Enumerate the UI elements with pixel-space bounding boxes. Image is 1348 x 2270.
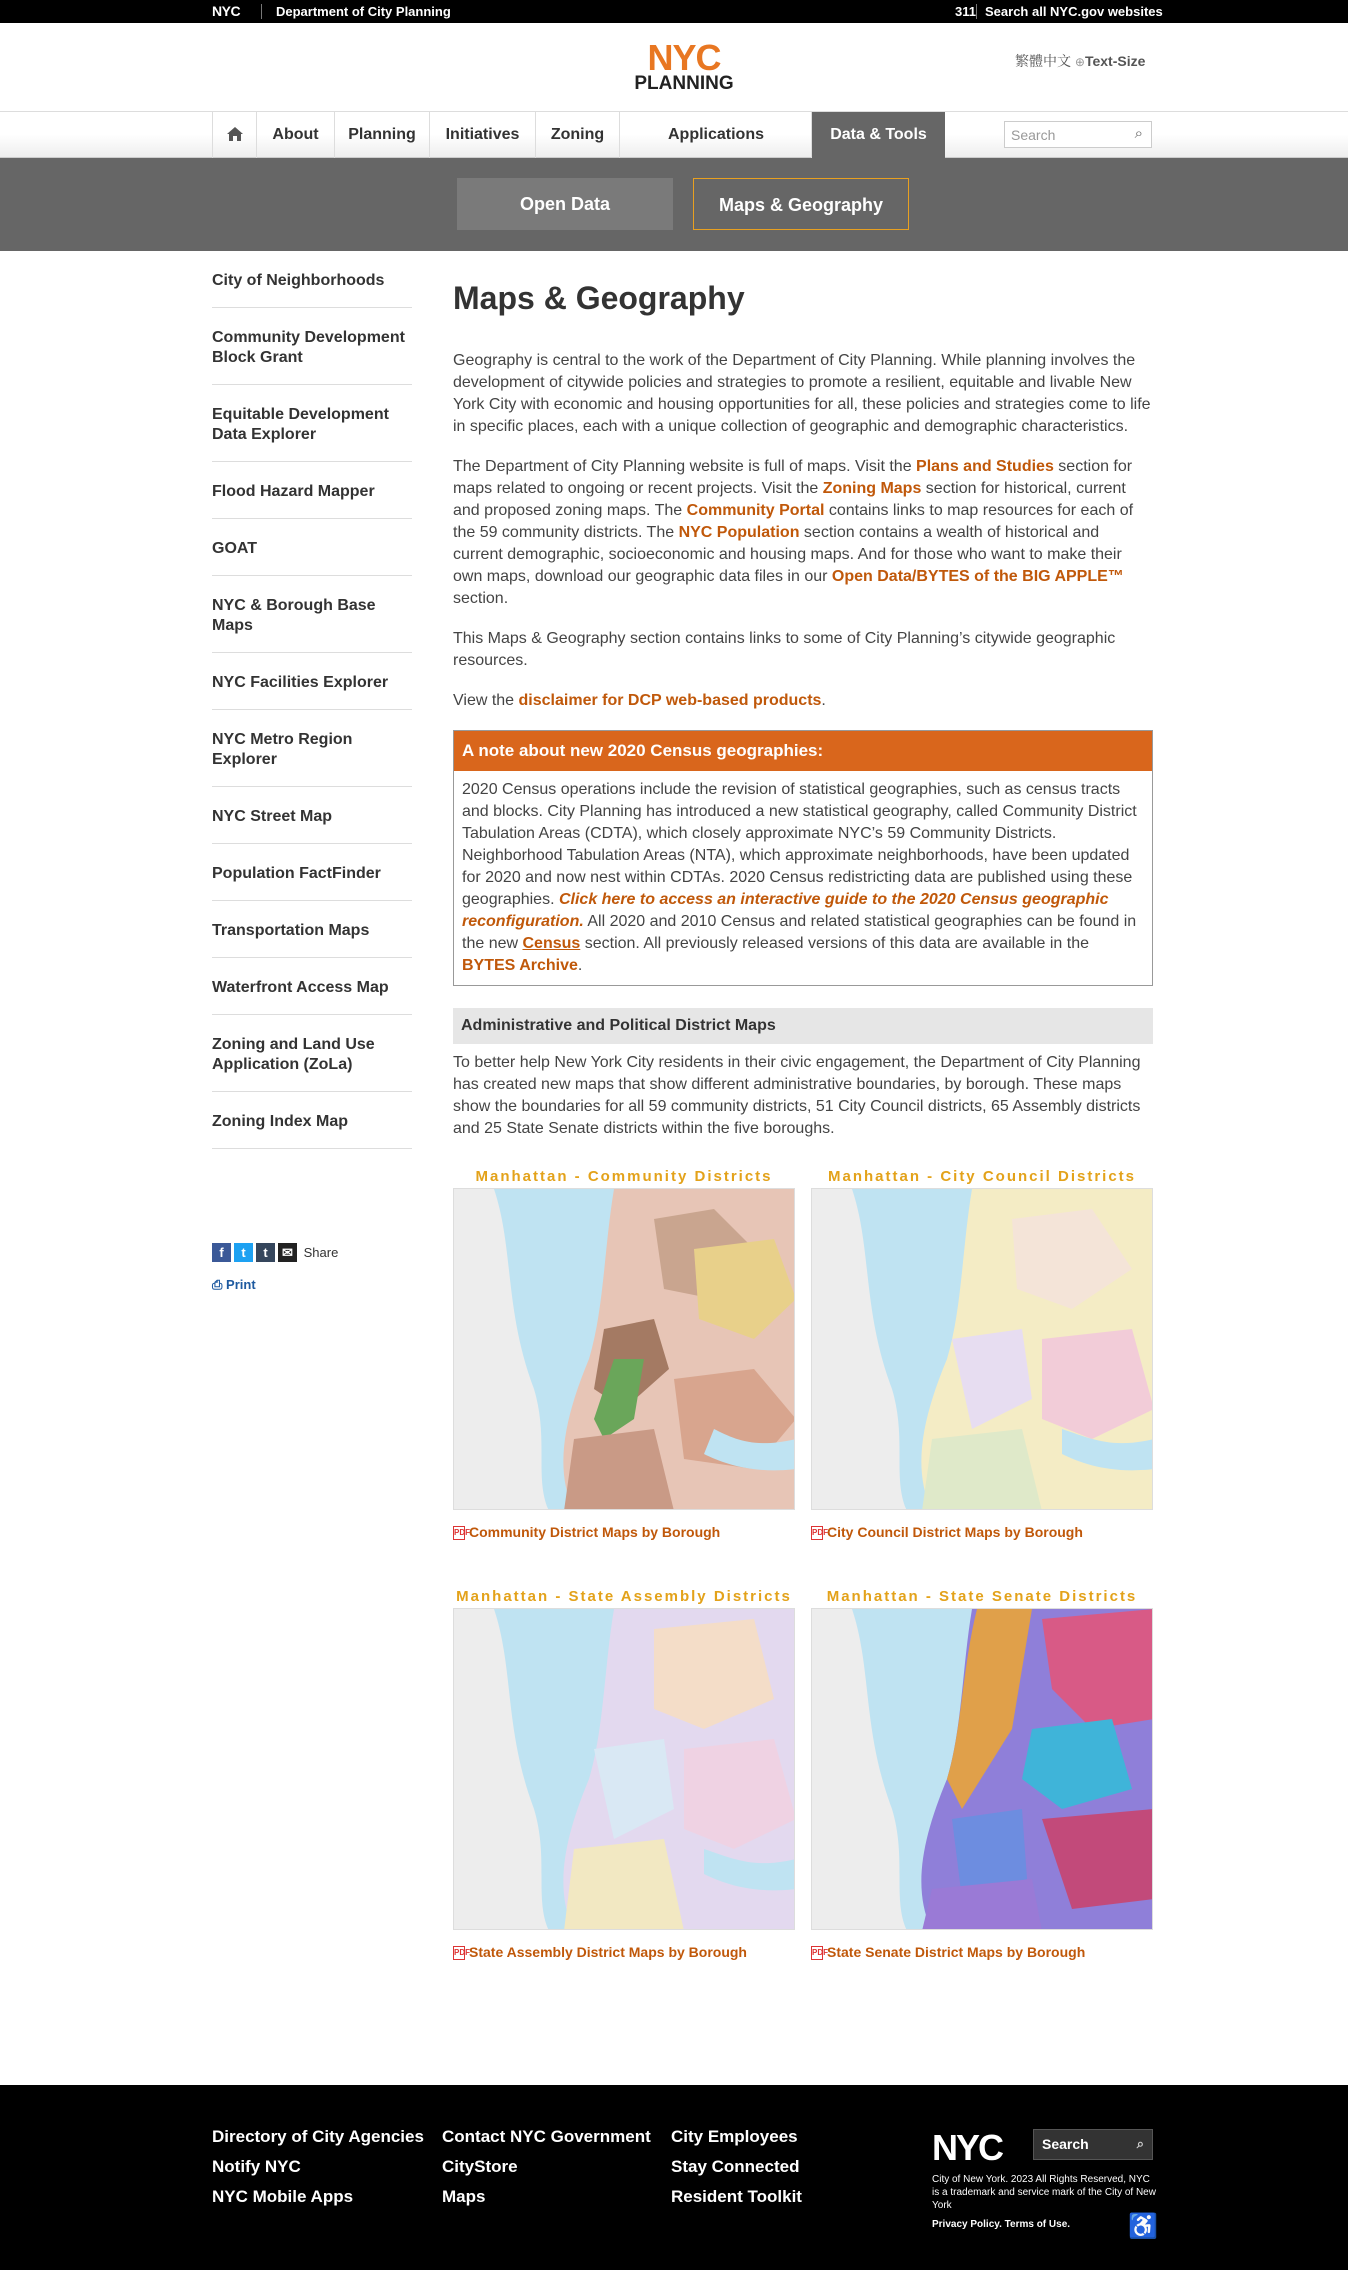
footer-link-contact[interactable]: Contact NYC Government <box>442 2127 651 2146</box>
community-portal-link[interactable]: Community Portal <box>686 502 825 519</box>
search-icon[interactable]: ⌕ <box>1136 2136 1144 2151</box>
twitter-icon[interactable]: t <box>234 1243 253 1262</box>
section-paragraph: This Maps & Geography section contains links to some of City Planning’s citywide geographic resources. <box>453 630 1116 669</box>
text: section for historical, current and proposed zoning maps. The <box>453 480 1126 519</box>
disclaimer-link[interactable]: disclaimer for DCP web-based products <box>518 692 822 709</box>
copyright-text: City of New York. 2023 All Rights Reserved, NYC is a trademark and service mark of the City of New York <box>932 2174 1156 2211</box>
footer-link-agencies[interactable]: Directory of City Agencies <box>212 2127 424 2146</box>
text: section. <box>453 590 509 607</box>
state-senate-district-maps-link[interactable] <box>811 1944 1153 1960</box>
nyc-logo[interactable]: NYC <box>212 3 241 19</box>
link-label: City Council District Maps by Borough <box>827 1524 1083 1540</box>
text: All 2020 and 2010 Census and related statistical geographies can be found in the new <box>462 913 1137 952</box>
share-label[interactable]: Share <box>303 1245 339 1260</box>
maps-geography-button[interactable]: Maps & Geography <box>693 178 909 230</box>
admin-districts-heading: Administrative and Political District Maps <box>453 1008 1153 1044</box>
maps-paragraph <box>453 456 1153 610</box>
text: 2020 Census operations include the revision of statistical geographies, such as census tracts and blocks. City Planning has introduced a new statistical geography, called Community District Tabulation Areas (CDTA), which closely approximate NYC’s 59 Community Districts. Neighborhood Tabulation Areas (NTA), which approximate neighborhoods, have been updated for 2020 and now nest within CDTAs. 2020 Census redistricting data are published using these geographies. <box>462 781 1137 908</box>
text: section for maps related to ongoing or recent projects. Visit the <box>453 458 1133 497</box>
print-label: Print <box>226 1277 256 1292</box>
nav-applications <box>619 112 811 158</box>
city-council-district-maps-link[interactable] <box>811 1524 1153 1540</box>
link-label: State Assembly District Maps by Borough <box>469 1944 747 1960</box>
divider <box>261 4 262 19</box>
map-card-state-senate-districts <box>811 1588 1153 1960</box>
top-bar <box>0 0 1348 23</box>
department-link[interactable]: Department of City Planning <box>276 4 451 19</box>
nav-initiatives[interactable]: Initiatives <box>429 112 535 158</box>
text: section. All previously released versions of this data are available in the <box>580 935 1090 952</box>
admin-districts-paragraph: To better help New York City residents in their civic engagement, the Department of City Planning has created new maps that show different administrative boundaries, by borough. These maps show the boundaries for all 59 community districts, 51 City Council districts, 65 Assembly districts and 25 State Senate districts within the five boroughs. <box>453 1054 1141 1137</box>
sidebar-item-waterfront-access-map[interactable]: Waterfront Access Map <box>212 958 412 1015</box>
search-input[interactable] <box>1004 121 1152 148</box>
site-footer <box>0 2085 1348 2270</box>
state-senate-districts-map-image[interactable] <box>811 1608 1153 1930</box>
nav-about[interactable]: About <box>256 112 334 158</box>
bytes-archive-link[interactable]: BYTES Archive <box>462 957 578 974</box>
plans-studies-link[interactable]: Plans and Studies <box>916 458 1054 475</box>
facebook-icon[interactable]: f <box>212 1243 231 1262</box>
language-tools <box>1015 51 1145 71</box>
footer-search-input[interactable] <box>1033 2129 1153 2160</box>
search-placeholder: Search <box>1011 127 1056 143</box>
link-311[interactable]: 311 <box>955 4 976 19</box>
logo-nyc-text: NYC <box>647 37 721 78</box>
text: The Department of City Planning website is full of maps. Visit the <box>453 458 917 475</box>
sub-nav <box>0 158 1348 251</box>
state-assembly-districts-map-image[interactable] <box>453 1608 795 1930</box>
text: . <box>821 692 826 709</box>
text-size-link[interactable]: Text-Size <box>1084 53 1146 69</box>
map-title: Manhattan - State Assembly Districts <box>456 1588 792 1605</box>
home-icon <box>226 115 244 161</box>
footer-link-mobile-apps[interactable]: NYC Mobile Apps <box>212 2187 354 2206</box>
footer-link-resident-toolkit[interactable]: Resident Toolkit <box>671 2187 802 2206</box>
open-data-bytes-link[interactable]: Open Data/BYTES of the BIG APPLE™ <box>831 568 1124 585</box>
map-title: Manhattan - State Senate Districts <box>826 1588 1138 1605</box>
sidebar-item-city-of-neighborhoods[interactable]: City of Neighborhoods <box>212 251 412 308</box>
sidebar-item-zola[interactable]: Zoning and Land Use Application (ZoLa) <box>212 1015 412 1092</box>
share-bar <box>212 1243 338 1262</box>
sidebar-item-population-factfinder[interactable]: Population FactFinder <box>212 844 412 901</box>
nav-zoning[interactable]: Zoning <box>535 112 619 158</box>
footer-link-stay-connected[interactable]: Stay Connected <box>671 2157 800 2176</box>
tumblr-icon[interactable]: t <box>256 1243 275 1262</box>
nav-planning[interactable]: Planning <box>334 112 429 158</box>
sidebar <box>212 251 412 1149</box>
sidebar-item-transportation-maps[interactable]: Transportation Maps <box>212 901 412 958</box>
footer-link-notify[interactable]: Notify NYC <box>212 2157 301 2176</box>
map-card-state-assembly-districts <box>453 1588 795 1960</box>
accessibility-icon[interactable]: ♿ <box>1128 2213 1158 2240</box>
footer-link-maps[interactable]: Maps <box>442 2187 486 2206</box>
text: View the <box>453 692 519 709</box>
zoning-maps-link[interactable]: Zoning Maps <box>822 480 922 497</box>
pdf-icon: PDF <box>811 1526 823 1540</box>
census-section-link[interactable]: Census <box>522 935 581 952</box>
sidebar-item-base-maps[interactable]: NYC & Borough Base Maps <box>212 576 412 653</box>
footer-link-city-employees[interactable]: City Employees <box>671 2127 798 2146</box>
pdf-icon: PDF <box>453 1526 465 1540</box>
page-title: Maps & Geography <box>453 280 745 316</box>
intro-paragraph: Geography is central to the work of the Department of City Planning. While planning involves the development of citywide policies and strategies to promote a resilient, equitable and livable New York City with economic and housing opportunities for all, these policies and strategies come to life in specific places, each with a unique collection of geographic and demographic characteristics. <box>453 352 1151 435</box>
pdf-icon: PDF <box>453 1946 465 1960</box>
community-districts-map-image[interactable] <box>453 1188 795 1510</box>
email-icon[interactable]: ✉ <box>278 1243 297 1262</box>
sidebar-item-flood-hazard-mapper[interactable]: Flood Hazard Mapper <box>212 462 412 519</box>
search-all-link[interactable]: Search all NYC.gov websites <box>985 4 1163 19</box>
footer-search-label: Search <box>1042 2136 1089 2152</box>
text: . <box>577 957 583 974</box>
census-note-box <box>453 730 1153 986</box>
sidebar-item-street-map[interactable]: NYC Street Map <box>212 787 412 844</box>
main-content <box>453 251 1153 1140</box>
sidebar-item-metro-region-explorer[interactable]: NYC Metro Region Explorer <box>212 710 412 787</box>
print-link[interactable] <box>212 1277 256 1293</box>
city-council-districts-map-image[interactable] <box>811 1188 1153 1510</box>
census-note-heading: A note about new 2020 Census geographies: <box>454 731 1152 771</box>
state-assembly-district-maps-link[interactable] <box>453 1944 795 1960</box>
privacy-terms-links[interactable]: Privacy Policy. Terms of Use. <box>932 2219 1071 2230</box>
nav-data-tools[interactable]: Data & Tools <box>811 112 945 158</box>
nyc-population-link[interactable]: NYC Population <box>678 524 800 541</box>
nav-home[interactable] <box>212 112 256 158</box>
map-card-city-council-districts <box>811 1168 1153 1540</box>
map-card-community-districts <box>453 1168 795 1540</box>
text: section contains a wealth of historical and current demographic, socioeconomic and housing maps. And for those who want to make their own maps, download our geographic data files in our <box>453 524 1122 585</box>
nyc-planning-logo[interactable] <box>628 37 740 94</box>
site-header <box>0 23 1348 112</box>
map-title: Manhattan - City Council Districts <box>827 1168 1137 1185</box>
text: contains links to map resources for each of the 59 community districts. The <box>453 502 1134 541</box>
main-nav <box>0 112 1348 158</box>
census-guide-link[interactable]: Click here to access an interactive guide to the 2020 Census geographic reconfiguration. <box>462 891 1109 930</box>
census-note-body <box>454 771 1152 985</box>
disclaimer-paragraph <box>453 690 1153 712</box>
nav-applications-label[interactable]: Applications <box>667 126 764 143</box>
text-size-icon: ⊕ <box>1074 55 1085 69</box>
sidebar-item-goat[interactable]: GOAT <box>212 519 412 576</box>
language-link[interactable]: 繁體中文 <box>1015 53 1071 69</box>
footer-nyc-logo[interactable]: NYC <box>932 2127 1003 2168</box>
footer-link-citystore[interactable]: CityStore <box>442 2157 518 2176</box>
logo-planning-text: PLANNING <box>634 73 734 94</box>
pdf-icon: PDF <box>811 1946 823 1960</box>
sidebar-item-equitable-development[interactable]: Equitable Development Data Explorer <box>212 385 412 462</box>
community-district-maps-link[interactable] <box>453 1524 795 1540</box>
open-data-button[interactable]: Open Data <box>457 178 673 230</box>
sidebar-item-cdbg[interactable]: Community Development Block Grant <box>212 308 412 385</box>
link-label: State Senate District Maps by Borough <box>827 1944 1086 1960</box>
map-title: Manhattan - Community Districts <box>475 1168 773 1185</box>
sidebar-item-facilities-explorer[interactable]: NYC Facilities Explorer <box>212 653 412 710</box>
link-label: Community District Maps by Borough <box>469 1524 721 1540</box>
sidebar-item-zoning-index-map[interactable]: Zoning Index Map <box>212 1092 412 1149</box>
divider <box>976 4 977 19</box>
search-icon[interactable]: ⌕ <box>1134 125 1143 142</box>
print-icon: ⎙ <box>212 1277 223 1292</box>
